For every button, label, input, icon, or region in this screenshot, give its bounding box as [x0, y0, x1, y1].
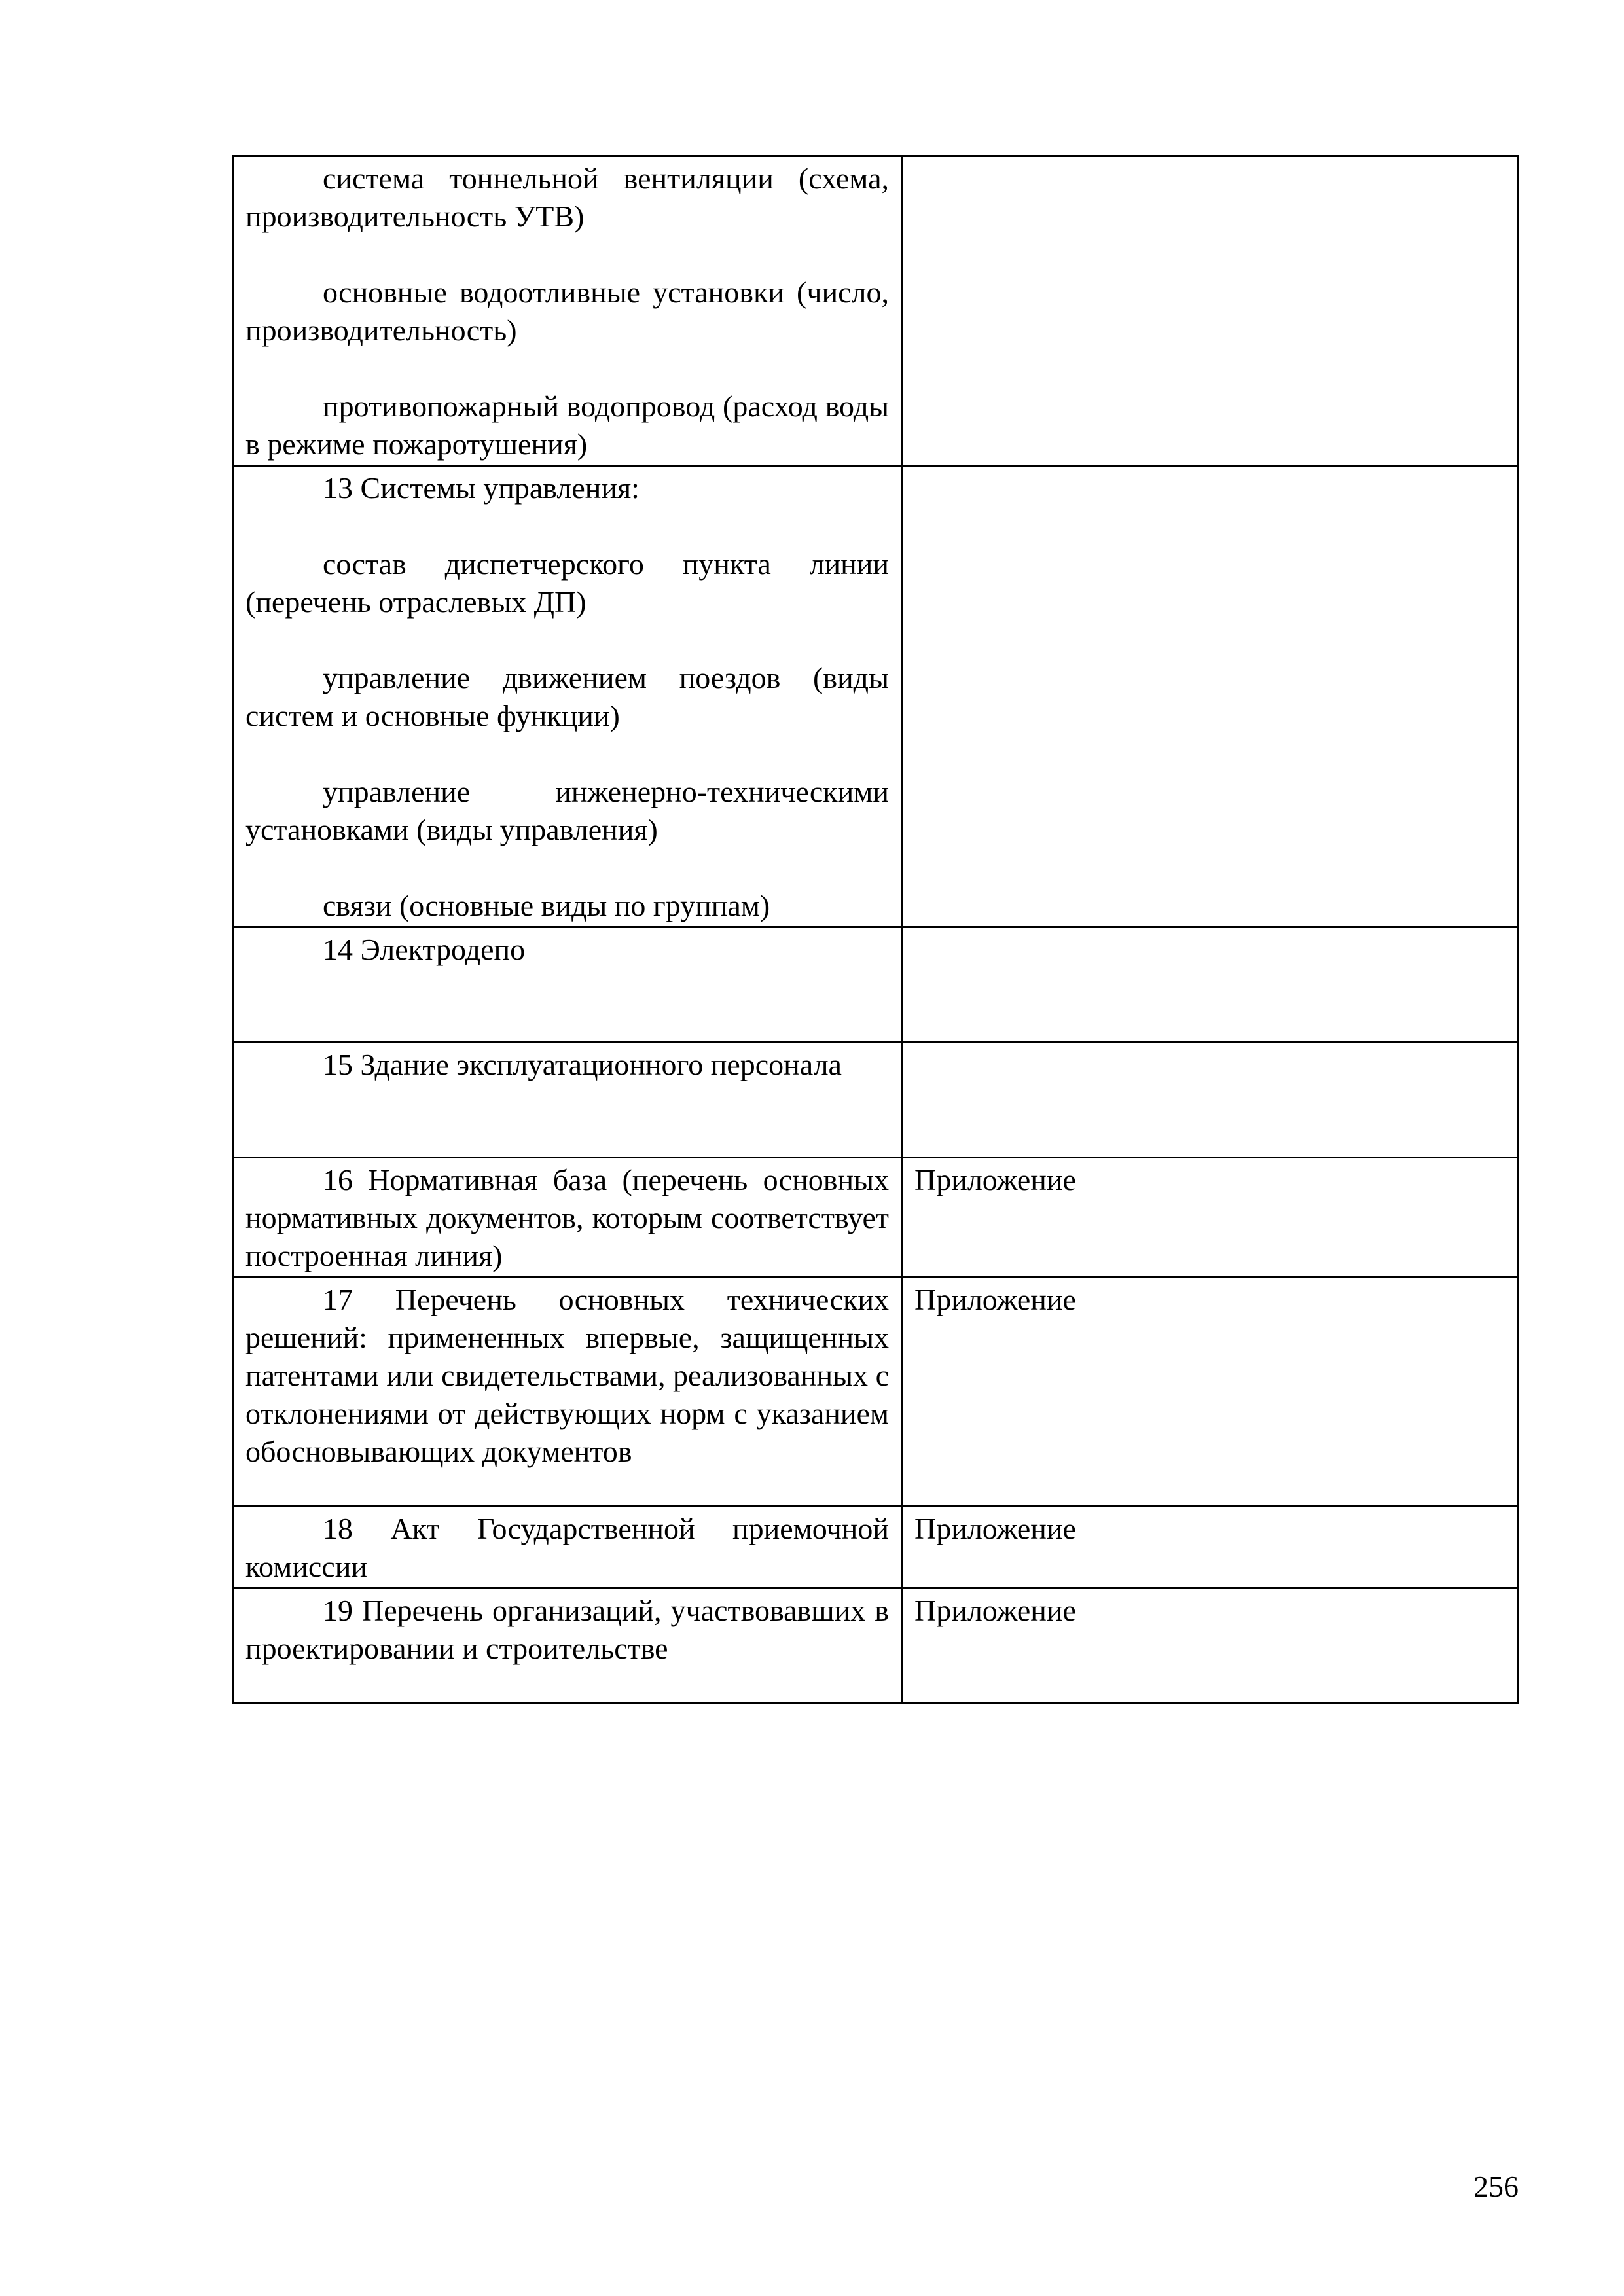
table-row: [233, 1278, 1519, 1507]
page-number: 256: [1473, 2170, 1519, 2203]
document-table: [232, 155, 1519, 1704]
cell-paragraph: основные водоотливные установки (число, производительность): [245, 276, 889, 347]
cell-paragraph: система тоннельной вентиляции (схема, производительность УТВ): [245, 162, 889, 233]
table-cell-description: [233, 156, 902, 466]
table-row: [233, 1043, 1519, 1158]
cell-paragraph: 18 Акт Государственной приемочной комиссии: [245, 1512, 889, 1583]
cell-paragraph: противопожарный водопровод (расход воды в режиме пожаротушения): [245, 389, 889, 461]
table-row: [233, 1507, 1519, 1588]
table-cell-description: [233, 466, 902, 927]
table-row: [233, 1158, 1519, 1278]
table-cell-description: [233, 1043, 902, 1158]
cell-paragraph: 13 Системы управления:: [323, 471, 640, 505]
table-cell-reference: [902, 1043, 1519, 1158]
table-cell-reference: Приложение: [902, 1158, 1519, 1278]
cell-paragraph: связи (основные виды по группам): [323, 889, 770, 922]
table-cell-description: [233, 1588, 902, 1704]
cell-paragraph: управление движением поездов (виды систем и основные функции): [245, 661, 889, 732]
table-cell-reference: Приложение: [902, 1588, 1519, 1704]
cell-paragraph: 17 Перечень основных технических решений: примененных впервые, защищенных патентами или свидетельствами, реализованных с отклонениями от действующих норм с указанием обосновывающих документов: [245, 1283, 889, 1468]
table-cell-description: [233, 1507, 902, 1588]
table-cell-description: [233, 1278, 902, 1507]
table-cell-reference: [902, 927, 1519, 1043]
table-row: [233, 156, 1519, 466]
cell-paragraph: 14 Электродепо: [323, 933, 526, 966]
table-row: [233, 466, 1519, 927]
table-cell-reference: Приложение: [902, 1278, 1519, 1507]
cell-paragraph: 16 Нормативная база (перечень основных нормативных документов, которым соответствует построенная линия): [245, 1163, 889, 1272]
table-cell-description: [233, 1158, 902, 1278]
table-row: [233, 927, 1519, 1043]
cell-paragraph: 19 Перечень организаций, участвовавших в проектировании и строительстве: [245, 1594, 889, 1665]
table-cell-description: [233, 927, 902, 1043]
table-cell-reference: [902, 466, 1519, 927]
cell-paragraph: 15 Здание эксплуатационного персонала: [323, 1048, 842, 1081]
cell-paragraph: управление инженерно-техническими установками (виды управления): [245, 775, 889, 846]
table-row: [233, 1588, 1519, 1704]
table-cell-reference: Приложение: [902, 1507, 1519, 1588]
cell-paragraph: состав диспетчерского пункта линии (перечень отраслевых ДП): [245, 547, 889, 619]
table-cell-reference: [902, 156, 1519, 466]
